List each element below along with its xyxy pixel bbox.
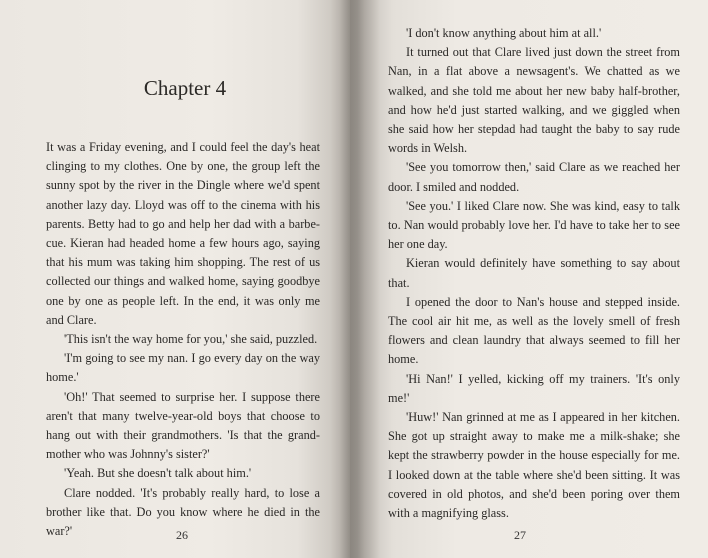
- paragraph: Clare nodded. 'It's probably really hard, to lose a brother like that. Do you know where he died in the war?': [46, 485, 320, 539]
- paragraph: 'Yeah. But she doesn't talk about him.': [64, 466, 252, 481]
- paragraph: 'See you.' I liked Clare now. She was kind, easy to talk to. Nan would probably love her. I'd have to take her to see her one day.: [388, 198, 680, 252]
- paragraph: It turned out that Clare lived just down the street from Nan, in a flat above a newsagent's. We chatted as we walked, and she told me about her new baby half-brother, and how he'd just started walking, and we giggled when she said how her stepdad had taught the baby to say rude words in Welsh.: [388, 45, 680, 156]
- right-page-text: [388, 24, 680, 523]
- paragraph: 'Hi Nan!' I yelled, kicking off my trainers. 'It's only me!': [388, 371, 680, 405]
- paragraph: 'Huw!' Nan grinned at me as I appeared in her kitchen. She got up straight away to make me a milk-shake; she kept the strawberry powder in the house especially for me. I looked down at the table where she'd been sitting. It was covered in old photos, and she'd been poring over them with a magnifying glass.: [388, 410, 680, 521]
- paragraph: 'See you tomorrow then,' said Clare as we reached her door. I smiled and nodded.: [388, 160, 680, 194]
- chapter-title: Chapter 4: [143, 76, 227, 100]
- paragraph: Kieran would definitely have something to say about that.: [388, 256, 680, 290]
- paragraph: It was a Friday evening, and I could feel the day's heat clinging to my clothes. One by one, the group left the sunny spot by the river in the Dingle where we'd spent another lazy day. Lloyd was off to the cinema with his parents. Betty had to go and help her dad with a barbe-cue. Kieran had headed home a few hours ago, saying that his mum was taking him shopping. The rest of us collected our things and walked home, saying goodbye one by one as people left. In the end, it was only me and Clare.: [46, 140, 320, 327]
- paragraph: 'This isn't the way home for you,' she said, puzzled.: [64, 332, 318, 347]
- left-page: [0, 0, 350, 558]
- paragraph: 'I don't know anything about him at all.': [406, 26, 602, 40]
- page-number: 27: [514, 528, 526, 542]
- left-page-text: [46, 138, 320, 541]
- paragraph: I opened the door to Nan's house and stepped inside. The cool air hit me, as well as the lovely smell of fresh flowers and clean laundry that always seemed to fill her home.: [388, 294, 680, 367]
- right-page: [350, 0, 708, 558]
- page-number: 26: [176, 528, 188, 542]
- paragraph: 'Oh!' That seemed to surprise her. I suppose there aren't that many twelve-year-old boys that choose to hang out with their grandmothers. 'Is that the grand-mother who was Johnny's sister?': [46, 389, 320, 462]
- paragraph: 'I'm going to see my nan. I go every day on the way home.': [46, 351, 320, 385]
- book-gutter-shadow: [330, 0, 380, 558]
